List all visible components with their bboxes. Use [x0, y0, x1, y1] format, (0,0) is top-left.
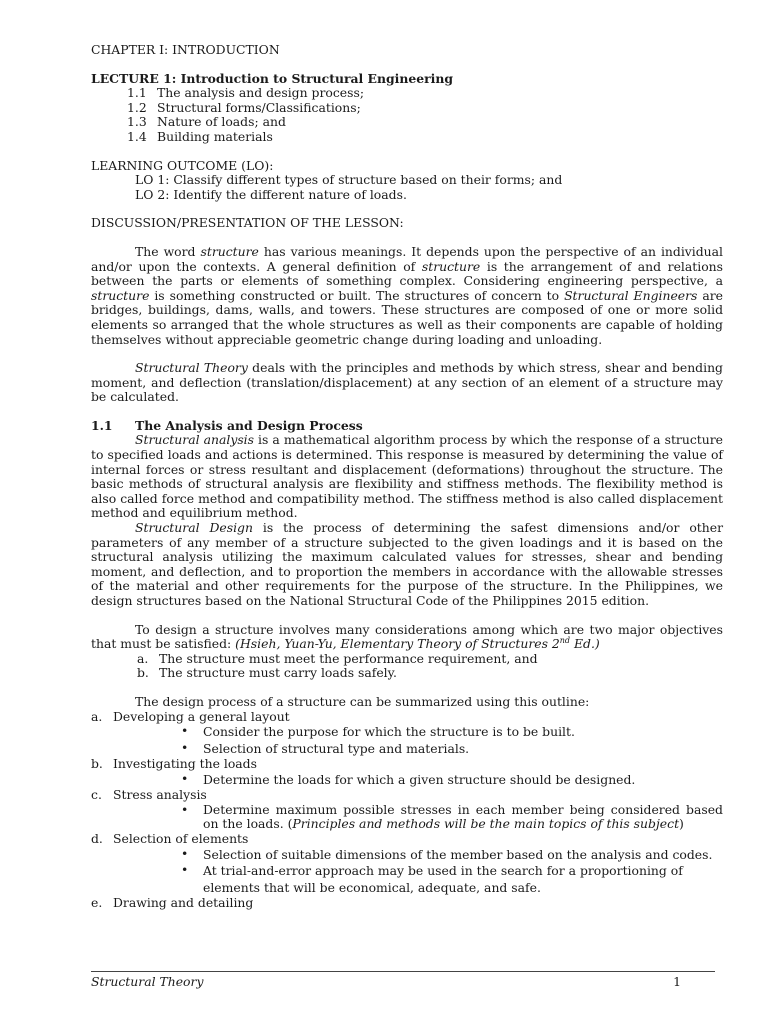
outline-bullet: • Selection of structural type and materials.	[181, 739, 470, 756]
topic-item: 1.1 The analysis and design process;	[127, 85, 365, 101]
topic-item: 1.3 Nature of loads; and	[127, 114, 286, 130]
outline-bullet: • At trial-and-error approach may be used in the search for a proportioning of elements that will be economical, adequate, and safe.	[181, 862, 683, 895]
paragraph-structural-design: Structural Design is the process of determining the safest dimensions and/or other parameters of any member of a structure subjected to the given loadings and it is based on the structural analysis utilizing the maximum calculated values for stresses, shear and bending moment, and deflection, and to proportion the members in accordance with the allowable stresses of the material and other requirements for the purpose of the structure. In the Philippines, we design structures based on the National Structural Code of the Philippines 2015 edition.	[91, 520, 724, 608]
outline-item: d. Selection of elements	[91, 831, 249, 847]
learning-outcome-heading: LEARNING OUTCOME (LO):	[91, 157, 274, 173]
page-footer	[91, 975, 681, 990]
outline-bullet: • Determine maximum possible stresses in each member being considered based on the loads. (Principles and methods will be the main topics of this subject)	[181, 801, 723, 832]
document-page	[91, 43, 723, 911]
page-number: 1	[673, 974, 681, 989]
discussion-heading: DISCUSSION/PRESENTATION OF THE LESSON:	[91, 215, 404, 231]
paragraph-structure-definition: The word structure has various meanings. It depends upon the perspective of an individual and/or upon the contexts. A general definition of structure is the arrangement of and relations between the parts or elements of something complex. Considering engineering perspective, a structure is something constructed or built. The structures of concern to Structural Engineers are bridges, buildings, dams, walls, and towers. These structures are composed of one or more solid elements so arranged that the whole structures as well as their components are capable of holding themselves without appreciable geometric change during loading and unloading.	[91, 243, 724, 347]
lecture-title: LECTURE 1: Introduction to Structural Engineering	[91, 70, 454, 86]
outline-item: e. Drawing and detailing	[91, 895, 254, 911]
design-outline	[91, 710, 723, 911]
lecture-topics	[91, 86, 723, 144]
section-heading: 1.1 The Analysis and Design Process	[91, 417, 363, 433]
outline-intro: The design process of a structure can be summarized using this outline:	[135, 693, 590, 709]
outline-item: c. Stress analysis	[91, 787, 207, 803]
footer-divider	[91, 971, 715, 972]
objective-item: b. The structure must carry loads safely.	[137, 665, 397, 681]
paragraph-design-objectives: To design a structure involves many considerations among which are two major objectives that must be satisfied: (Hsieh, Yuan-Yu, Elementary Theory of Structures 2nd Ed.)	[91, 621, 723, 652]
outline-bullet: • Consider the purpose for which the structure is to be built.	[181, 723, 575, 740]
outline-item: b. Investigating the loads	[91, 756, 257, 772]
outline-bullet: • Selection of suitable dimensions of the member based on the analysis and codes.	[181, 845, 713, 862]
learning-outcome-1: LO 1: Classify different types of structure based on their forms; and	[135, 172, 563, 188]
outline-bullet: • Determine the loads for which a given structure should be designed.	[181, 770, 636, 787]
chapter-title: CHAPTER I: INTRODUCTION	[91, 42, 280, 57]
outline-item: a. Developing a general layout	[91, 708, 290, 724]
footer-title: Structural Theory	[91, 974, 204, 989]
paragraph-structural-analysis: Structural analysis is a mathematical algorithm process by which the response of a structure to specified loads and actions is determined. This response is measured by determining the value of internal forces or stress resultant and displacement (deformations) throughout the structure. The basic methods of structural analysis are flexibility and stiffness methods. The flexibility method is also called force method and compatibility method. The stiffness method is also called displacement method and equilibrium method.	[91, 432, 723, 521]
paragraph-structural-theory: Structural Theory deals with the principles and methods by which stress, shear and bending moment, and deflection (translation/displacement) at any section of an element of a structure may be calculated.	[91, 360, 723, 405]
learning-outcome-2: LO 2: Identify the different nature of loads.	[135, 186, 407, 202]
topic-item: 1.4 Building materials	[127, 128, 273, 144]
topic-item: 1.2 Structural forms/Classifications;	[127, 99, 361, 115]
objective-item: a. The structure must meet the performance requirement, and	[137, 650, 538, 666]
